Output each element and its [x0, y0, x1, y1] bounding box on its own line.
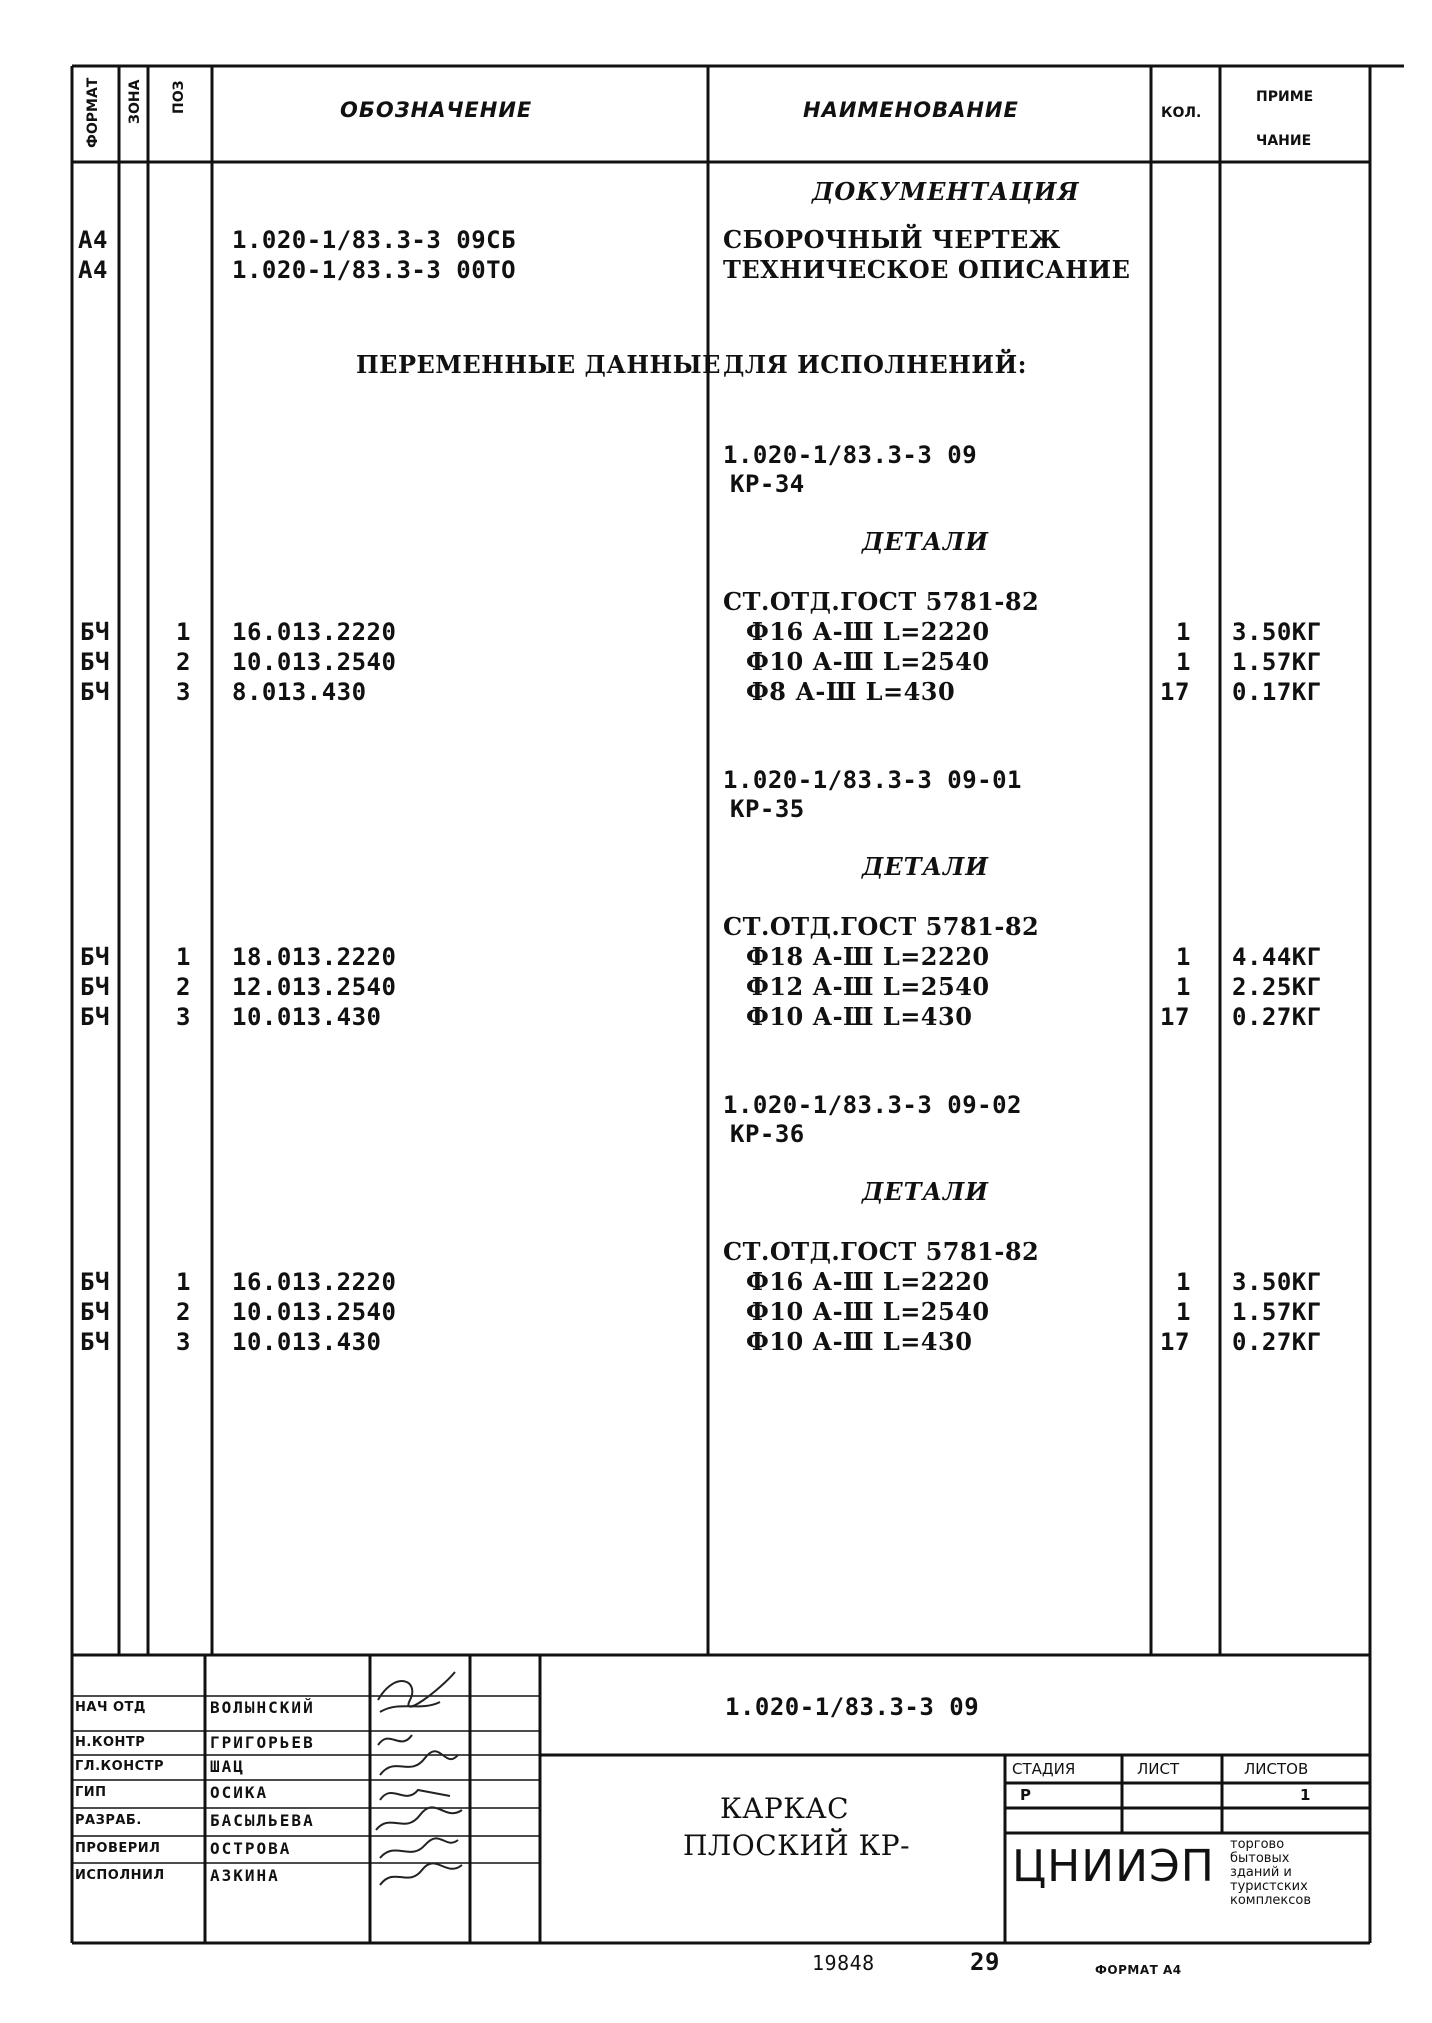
- header-note-2: ЧАНИЕ: [1256, 133, 1312, 149]
- inventory-number: 19848: [812, 1951, 875, 1975]
- part-format: БЧ: [80, 943, 110, 971]
- organization-desc-line: бытовых: [1230, 1851, 1290, 1866]
- header-qty: КОЛ.: [1161, 105, 1202, 121]
- signature-name: ГРИГОРЬЕВ: [210, 1733, 315, 1752]
- variant-code: 1.020-1/83.3-3 09-02: [723, 1091, 1022, 1119]
- doc-row-name: ТЕХНИЧЕСКОЕ ОПИСАНИЕ: [723, 255, 1131, 284]
- signature-name: ОСТРОВА: [210, 1839, 292, 1858]
- signature-name: АЗКИНА: [210, 1866, 280, 1885]
- part-pos: 2: [176, 973, 191, 1001]
- signature-role: НАЧ ОТД: [75, 1700, 146, 1715]
- doc-row-designation: 1.020-1/83.3-3 00ТО: [232, 256, 517, 284]
- organization-desc-line: торгово: [1230, 1837, 1285, 1852]
- part-qty: 1: [1176, 973, 1191, 1001]
- documentation-heading: ДОКУМЕНТАЦИЯ: [812, 177, 1080, 206]
- variant-details-heading: ДЕТАЛИ: [862, 527, 989, 556]
- variable-data-label: ПЕРЕМЕННЫЕ ДАННЫЕ: [356, 350, 721, 379]
- signature-role: РАЗРАБ.: [75, 1813, 142, 1828]
- part-designation: 10.013.2540: [232, 1298, 397, 1326]
- part-designation: 10.013.430: [232, 1003, 382, 1031]
- part-name: Ф10 А-Ш L=430: [746, 1002, 973, 1031]
- variant-mark: КР-35: [730, 795, 805, 823]
- part-name: Ф18 А-Ш L=2220: [746, 942, 990, 971]
- variants-label: ДЛЯ ИСПОЛНЕНИЙ:: [723, 350, 1028, 379]
- title-line-1: КАРКАС: [720, 1792, 850, 1825]
- organization-desc-line: зданий и: [1230, 1865, 1292, 1880]
- variant-gost: СТ.ОТД.ГОСТ 5781-82: [723, 912, 1040, 941]
- stage-label: СТАДИЯ: [1012, 1760, 1076, 1778]
- part-note: 1.57КГ: [1232, 1298, 1322, 1326]
- variant-code: 1.020-1/83.3-3 09-01: [723, 766, 1022, 794]
- signature-role: ГЛ.КОНСТР: [75, 1759, 165, 1774]
- part-format: БЧ: [80, 1298, 110, 1326]
- doc-row-format: А4: [78, 226, 108, 254]
- signature-role: ПРОВЕРИЛ: [75, 1841, 161, 1856]
- part-designation: 10.013.430: [232, 1328, 382, 1356]
- part-pos: 2: [176, 1298, 191, 1326]
- part-qty: 1: [1176, 943, 1191, 971]
- doc-row-name: СБОРОЧНЫЙ ЧЕРТЕЖ: [723, 225, 1061, 254]
- part-pos: 1: [176, 943, 191, 971]
- page-number: 29: [970, 1948, 1000, 1976]
- part-format: БЧ: [80, 1328, 110, 1356]
- part-note: 1.57КГ: [1232, 648, 1322, 676]
- part-qty: 1: [1176, 648, 1191, 676]
- part-note: 0.27КГ: [1232, 1003, 1322, 1031]
- part-name: Ф16 А-Ш L=2220: [746, 617, 990, 646]
- part-note: 3.50КГ: [1232, 618, 1322, 646]
- signature-name: БАСЫЛЬЕВА: [210, 1811, 315, 1830]
- title-doc-code: 1.020-1/83.3-3 09: [725, 1693, 980, 1721]
- part-name: Ф10 А-Ш L=2540: [746, 647, 990, 676]
- part-qty: 1: [1176, 618, 1191, 646]
- part-note: 2.25КГ: [1232, 973, 1322, 1001]
- header-format: ФОРМАТ: [85, 77, 101, 148]
- doc-row-designation: 1.020-1/83.3-3 09СБ: [232, 226, 517, 254]
- sheets-label: ЛИСТОВ: [1244, 1760, 1309, 1778]
- part-qty: 1: [1176, 1298, 1191, 1326]
- doc-row-format: А4: [78, 256, 108, 284]
- variant-mark: КР-34: [730, 470, 805, 498]
- signature-name: ОСИКА: [210, 1783, 269, 1802]
- signature-role: ГИП: [75, 1785, 107, 1800]
- variant-details-heading: ДЕТАЛИ: [862, 1177, 989, 1206]
- stage-value: Р: [1020, 1786, 1031, 1804]
- format-footer: ФОРМАТ А4: [1095, 1963, 1182, 1977]
- part-designation: 18.013.2220: [232, 943, 397, 971]
- part-pos: 1: [176, 618, 191, 646]
- signature-role: Н.КОНТР: [75, 1735, 146, 1750]
- part-pos: 2: [176, 648, 191, 676]
- part-designation: 16.013.2220: [232, 618, 397, 646]
- part-name: Ф10 А-Ш L=2540: [746, 1297, 990, 1326]
- part-pos: 3: [176, 678, 191, 706]
- part-pos: 1: [176, 1268, 191, 1296]
- signature-role: ИСПОЛНИЛ: [75, 1868, 165, 1883]
- header-name: НАИМЕНОВАНИЕ: [803, 98, 1019, 122]
- title-line-2: ПЛОСКИЙ КР-: [683, 1829, 911, 1862]
- signature-name: ВОЛЫНСКИЙ: [210, 1698, 315, 1717]
- header-designation: ОБОЗНАЧЕНИЕ: [340, 98, 533, 122]
- variant-mark: КР-36: [730, 1120, 805, 1148]
- part-note: 0.17КГ: [1232, 678, 1322, 706]
- variant-gost: СТ.ОТД.ГОСТ 5781-82: [723, 1237, 1040, 1266]
- part-format: БЧ: [80, 1003, 110, 1031]
- organization-name: ЦНИИЭП: [1012, 1841, 1215, 1892]
- part-name: Ф16 А-Ш L=2220: [746, 1267, 990, 1296]
- part-format: БЧ: [80, 1268, 110, 1296]
- part-note: 4.44КГ: [1232, 943, 1322, 971]
- header-pos: ПОЗ: [171, 80, 187, 114]
- organization-desc-line: комплексов: [1230, 1893, 1312, 1908]
- part-qty: 17: [1160, 1328, 1190, 1356]
- part-qty: 17: [1160, 1003, 1190, 1031]
- part-note: 3.50КГ: [1232, 1268, 1322, 1296]
- part-designation: 16.013.2220: [232, 1268, 397, 1296]
- part-designation: 10.013.2540: [232, 648, 397, 676]
- organization-desc-line: туристских: [1230, 1879, 1308, 1894]
- part-pos: 3: [176, 1003, 191, 1031]
- part-qty: 1: [1176, 1268, 1191, 1296]
- variant-gost: СТ.ОТД.ГОСТ 5781-82: [723, 587, 1040, 616]
- part-format: БЧ: [80, 678, 110, 706]
- part-format: БЧ: [80, 973, 110, 1001]
- part-qty: 17: [1160, 678, 1190, 706]
- header-note-1: ПРИМЕ: [1256, 89, 1314, 105]
- part-name: Ф8 А-Ш L=430: [746, 677, 956, 706]
- part-name: Ф12 А-Ш L=2540: [746, 972, 990, 1001]
- variant-code: 1.020-1/83.3-3 09: [723, 441, 978, 469]
- part-format: БЧ: [80, 648, 110, 676]
- part-pos: 3: [176, 1328, 191, 1356]
- header-zone: ЗОНА: [127, 79, 143, 124]
- part-name: Ф10 А-Ш L=430: [746, 1327, 973, 1356]
- part-designation: 8.013.430: [232, 678, 367, 706]
- signature-name: ШАЦ: [210, 1757, 245, 1776]
- part-format: БЧ: [80, 618, 110, 646]
- sheet-label: ЛИСТ: [1137, 1760, 1180, 1778]
- part-note: 0.27КГ: [1232, 1328, 1322, 1356]
- variant-details-heading: ДЕТАЛИ: [862, 852, 989, 881]
- part-designation: 12.013.2540: [232, 973, 397, 1001]
- sheets-value: 1: [1300, 1786, 1311, 1804]
